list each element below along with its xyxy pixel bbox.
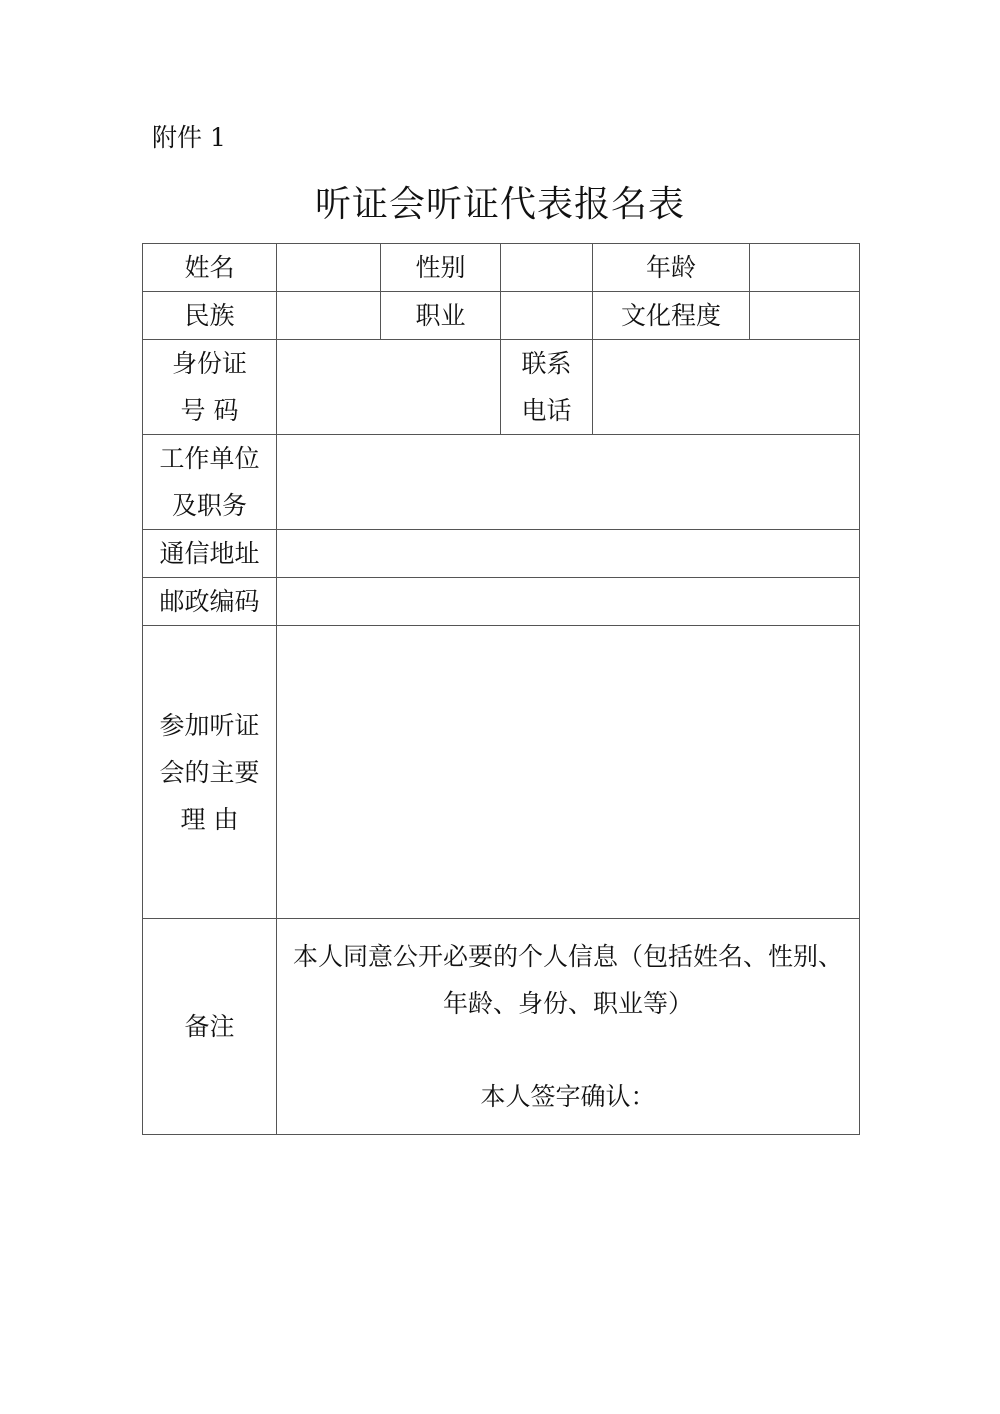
label-postcode: 邮政编码 (143, 578, 277, 626)
registration-form-table (142, 243, 860, 1135)
id-number-field[interactable] (277, 340, 501, 435)
label-name: 姓名 (143, 244, 277, 292)
label-phone-line1: 联系 (521, 349, 572, 378)
row-remarks (143, 919, 860, 1135)
postcode-field[interactable] (277, 578, 860, 626)
consent-spacer (277, 1027, 859, 1073)
gender-field[interactable] (501, 244, 593, 292)
address-field[interactable] (277, 530, 860, 578)
workplace-field[interactable] (277, 435, 860, 530)
label-id-number-line1: 身份证 (171, 349, 247, 378)
row-postcode (143, 578, 860, 626)
education-field[interactable] (750, 292, 860, 340)
occupation-field[interactable] (501, 292, 593, 340)
label-reason (143, 626, 277, 919)
signature-confirmation[interactable]: 本人签字确认： (480, 1082, 656, 1111)
row-basic-2 (143, 292, 860, 340)
page-title: 听证会听证代表报名表 (314, 184, 685, 225)
label-reason-line1: 参加听证 (159, 710, 260, 740)
consent-line2: 年龄、身份、职业等） (442, 989, 693, 1018)
label-id-number-line2: 号 码 (180, 396, 239, 425)
row-basic-1 (143, 244, 860, 292)
label-education: 文化程度 (593, 292, 750, 340)
label-phone-line2: 电话 (521, 396, 572, 425)
row-id-phone (143, 340, 860, 435)
attachment-label: 附件 1 (152, 123, 226, 152)
label-workplace (143, 435, 277, 530)
phone-field[interactable] (593, 340, 860, 435)
row-address (143, 530, 860, 578)
label-address: 通信地址 (143, 530, 277, 578)
label-workplace-line1: 工作单位 (159, 444, 260, 473)
label-ethnicity: 民族 (143, 292, 277, 340)
label-id-number (143, 340, 277, 435)
row-workplace (143, 435, 860, 530)
name-field[interactable] (277, 244, 381, 292)
row-reason (143, 626, 860, 919)
label-occupation: 职业 (381, 292, 501, 340)
label-age: 年龄 (593, 244, 750, 292)
label-phone (501, 340, 593, 435)
consent-line1: 本人同意公开必要的个人信息（包括姓名、性别、 (292, 942, 843, 971)
label-reason-line2: 会的主要 (159, 757, 260, 787)
reason-field[interactable] (277, 626, 860, 919)
age-field[interactable] (750, 244, 860, 292)
label-reason-line3: 理 由 (180, 804, 239, 834)
label-workplace-line2: 及职务 (171, 491, 247, 520)
label-gender: 性别 (381, 244, 501, 292)
consent-statement (277, 919, 860, 1135)
ethnicity-field[interactable] (277, 292, 381, 340)
label-remarks: 备注 (143, 919, 277, 1135)
